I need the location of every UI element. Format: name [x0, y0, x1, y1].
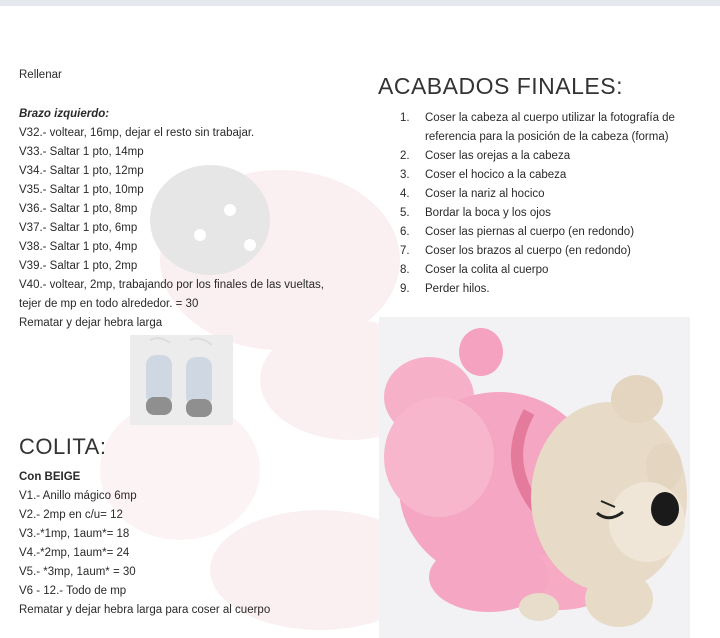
list-item: 4. Coser la nariz al hocico — [400, 188, 545, 200]
colita-line: V2.- 2mp en c/u= 12 — [19, 509, 123, 521]
list-item: 8. Coser la colita al cuerpo — [400, 264, 549, 276]
sleeping-bear-photo — [379, 317, 690, 638]
list-item: 9. Perder hilos. — [400, 283, 490, 295]
brazo-line: V39.- Saltar 1 pto, 2mp — [19, 260, 138, 272]
brazo-line: V35.- Saltar 1 pto, 10mp — [19, 184, 144, 196]
colita-line: V3.-*1mp, 1aum*= 18 — [19, 528, 130, 540]
brazo-line: tejer de mp en todo alrededor. = 30 — [19, 298, 199, 310]
colita-line: V1.- Anillo mágico 6mp — [19, 490, 137, 502]
brazo-line: V34.- Saltar 1 pto, 12mp — [19, 165, 144, 177]
brazo-line: Rematar y dejar hebra larga — [19, 317, 163, 329]
brazo-line: V40.- voltear, 2mp, trabajando por los finales de las vueltas, — [19, 279, 324, 291]
list-item: 2. Coser las orejas a la cabeza — [400, 150, 571, 162]
list-item: 1. Coser la cabeza al cuerpo utilizar la fotografía de referencia para la posición de la cabeza (forma) — [400, 112, 675, 143]
brazo-line: V37.- Saltar 1 pto, 6mp — [19, 222, 138, 234]
list-item: 5. Bordar la boca y los ojos — [400, 207, 551, 219]
colita-line: V4.-*2mp, 1aum*= 24 — [19, 547, 130, 559]
rellenar-text: Rellenar — [19, 69, 62, 81]
colita-line: Rematar y dejar hebra larga para coser al cuerpo — [19, 604, 271, 616]
brazo-line: V32.- voltear, 16mp, dejar el resto sin trabajar. — [19, 127, 255, 139]
list-item: 7. Coser los brazos al cuerpo (en redondo) — [400, 245, 631, 257]
acabados-finales-heading: ACABADOS FINALES: — [378, 73, 623, 99]
top-border — [0, 0, 720, 6]
colita-line: V5.- *3mp, 1aum* = 30 — [19, 566, 136, 578]
arms-thumbnail-photo — [130, 335, 233, 425]
finishing-steps-list — [400, 109, 700, 299]
brazo-izquierdo-heading: Brazo izquierdo: — [19, 108, 110, 120]
brazo-line: V36.- Saltar 1 pto, 8mp — [19, 203, 138, 215]
brazo-line: V38.- Saltar 1 pto, 4mp — [19, 241, 138, 253]
colita-subtitle: Con BEIGE — [19, 471, 81, 483]
colita-heading: COLITA: — [19, 434, 107, 459]
brazo-line: V33.- Saltar 1 pto, 14mp — [19, 146, 144, 158]
colita-line: V6 - 12.- Todo de mp — [19, 585, 127, 597]
list-item: 6. Coser las piernas al cuerpo (en redondo) — [400, 226, 635, 238]
list-item: 3. Coser el hocico a la cabeza — [400, 169, 567, 181]
